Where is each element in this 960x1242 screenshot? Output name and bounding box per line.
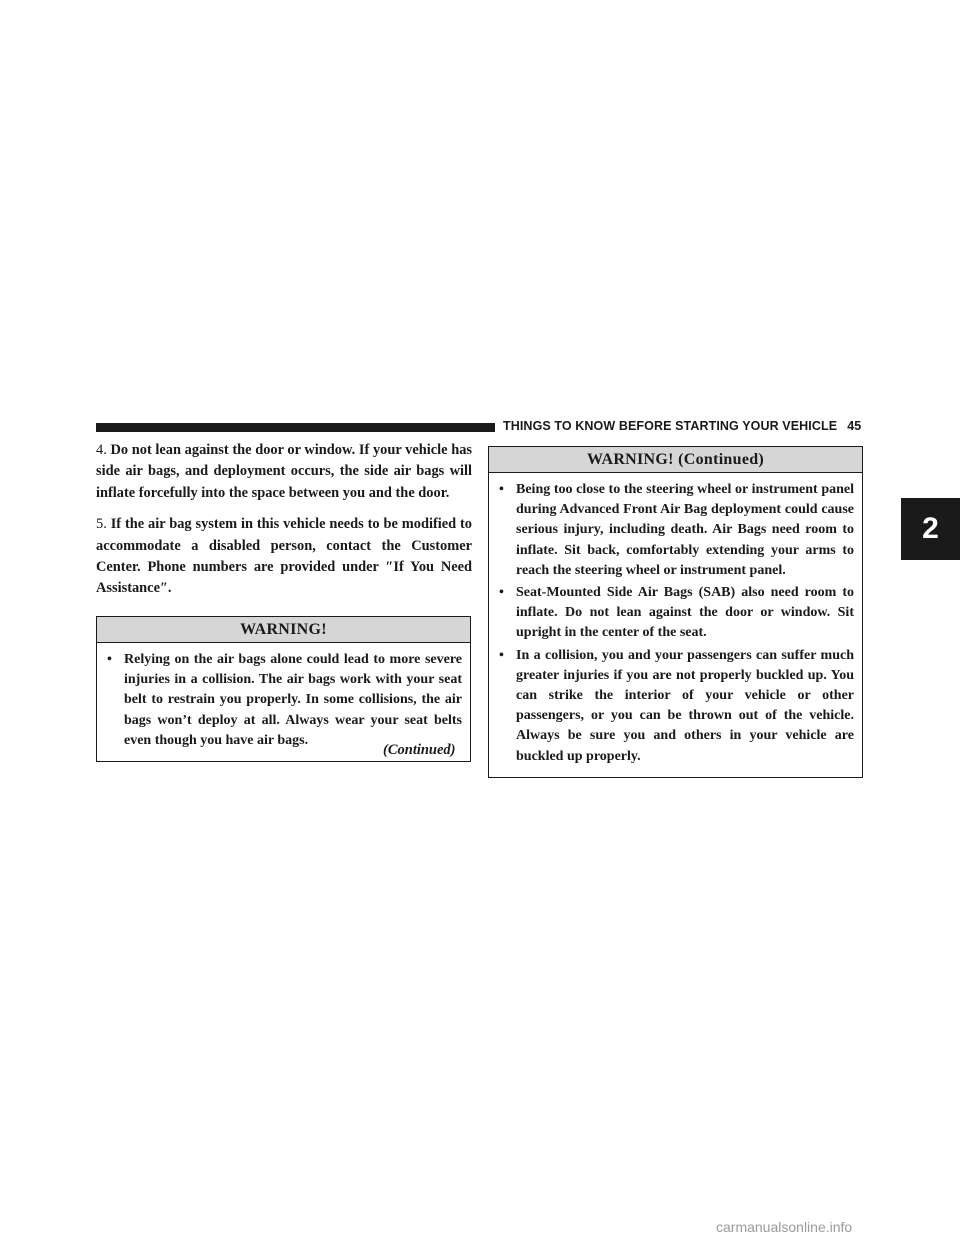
- bullet-icon: •: [499, 482, 504, 497]
- warning-title: WARNING!: [97, 617, 470, 643]
- bullet-icon: •: [499, 647, 504, 663]
- warning-item: [499, 583, 854, 644]
- paragraph-text: If the air bag system in this vehicle needs to be modified to accommodate a disabled person, contact the Customer Center. Phone numbers are provided under ″If You Need Assistance″.: [96, 516, 472, 597]
- watermark: carmanualsonline.info: [716, 1219, 853, 1235]
- warning-list: [489, 473, 862, 777]
- warning-title: WARNING! (Continued): [489, 447, 862, 473]
- warning-continued-box: [488, 446, 863, 778]
- continued-label: (Continued): [383, 742, 456, 758]
- warning-item: [499, 646, 854, 767]
- left-column: [96, 440, 472, 610]
- paragraph-4: [96, 440, 472, 504]
- bullet-icon: •: [499, 585, 504, 601]
- section-title: THINGS TO KNOW BEFORE STARTING YOUR VEHICLE: [503, 419, 838, 433]
- warning-item-text: Being too close to the steering wheel or instrument panel during Advanced Front Air Bag deployment could cause serious injury, including death. Air Bags need room to inflate. Sit back, comfortably extending your arms to reach the steering wheel or instrument panel.: [516, 482, 854, 578]
- page-number: 45: [847, 419, 862, 433]
- bullet-icon: •: [107, 652, 112, 667]
- warning-item: [499, 480, 854, 581]
- paragraph-number: 4.: [96, 442, 107, 458]
- running-header: [503, 419, 861, 433]
- header-rule: [96, 423, 495, 432]
- warning-item-text: Seat-Mounted Side Air Bags (SAB) also need room to inflate. Do not lean against the door or window. Sit upright in the center of the seat.: [516, 585, 854, 641]
- paragraph-text: Do not lean against the door or window. If your vehicle has side air bags, and deployment occurs, the side air bags will inflate forcefully into the space between you and the door.: [96, 442, 472, 501]
- warning-box: [96, 616, 471, 762]
- warning-item-text: In a collision, you and your passengers can suffer much greater injuries if you are not properly buckled up. You can strike the interior of your vehicle or other passengers, or you can be thrown out of the vehicle. Always be sure you and others in your vehicle are buckled up properly.: [516, 647, 854, 764]
- warning-item: [107, 650, 462, 751]
- chapter-tab: 2: [901, 498, 960, 560]
- warning-item-text: Relying on the air bags alone could lead to more severe injuries in a collision. The air bags work with your seat belt to restrain you properly. In some collisions, the air bags won’t deploy at all. Always wear your seat belts even though you have air bags.: [124, 652, 462, 748]
- paragraph-5: [96, 514, 472, 600]
- paragraph-number: 5.: [96, 516, 107, 533]
